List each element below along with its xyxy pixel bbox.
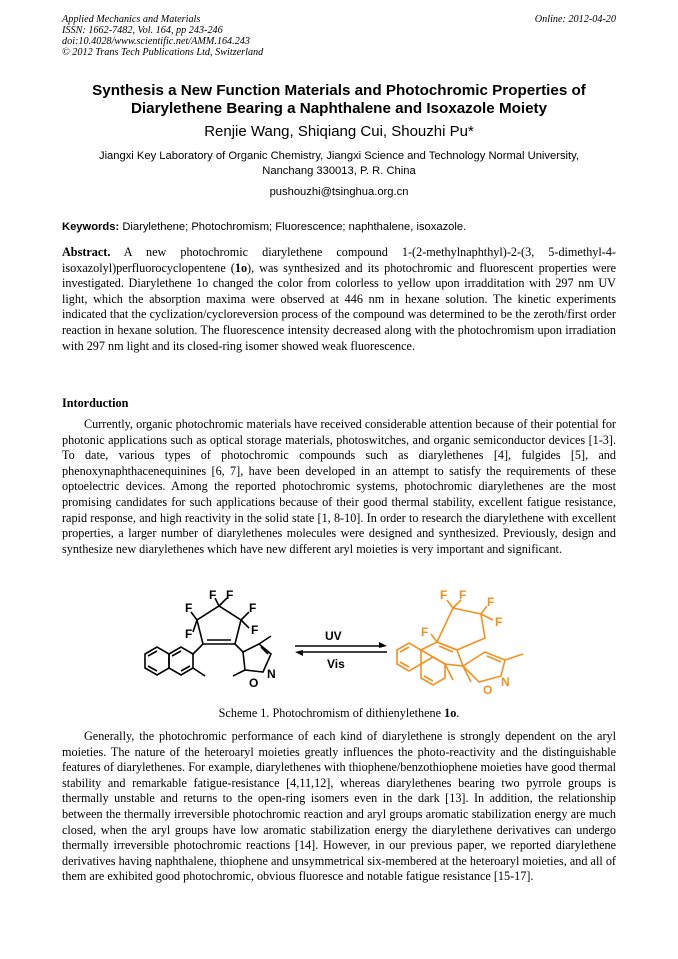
cyclopentene-ring <box>197 606 241 644</box>
keywords-label: Keywords: <box>62 221 120 233</box>
title-line-2: Diarylethene Bearing a Naphthalene and Isoxazole Moiety <box>130 100 548 117</box>
atom-f: F <box>487 595 495 609</box>
atom-f: F <box>185 627 193 641</box>
caption-text: Scheme 1. Photochromism of dithienylethene <box>218 706 445 720</box>
closed-central-ring <box>421 642 463 666</box>
atom-f: F <box>459 590 467 602</box>
affiliation <box>62 149 616 179</box>
abstract-part-1: A new photochromic diarylethene compound 1-(2-methylnaphthyl)-2-(3, 5-dimethyl-4-isoxazolyl)perfluorocyclopentene ( <box>62 245 616 275</box>
atom-f: F <box>209 590 217 602</box>
atom-f: F <box>421 625 429 639</box>
journal-doi: doi:10.4028/www.scientific.net/AMM.164.243 <box>62 36 250 47</box>
reverse-arrowhead <box>295 650 303 656</box>
scheme-caption <box>62 706 616 721</box>
section-heading: Intorduction <box>62 396 129 410</box>
keywords <box>62 220 616 235</box>
atom-f: F <box>440 590 448 602</box>
journal-header <box>62 14 616 58</box>
closed-methyl-1 <box>505 654 523 660</box>
author-email[interactable]: pushouzhi@tsinghua.org.cn <box>269 186 409 198</box>
atom-f: F <box>251 623 259 637</box>
affiliation-line-1: Jiangxi Key Laboratory of Organic Chemistry, Jiangxi Science and Technology Normal University, <box>98 150 580 162</box>
atom-f: F <box>249 601 257 615</box>
naphthyl-methyl <box>193 668 205 676</box>
closed-methyl-3 <box>445 664 453 680</box>
journal-copyright: © 2012 Trans Tech Publications Ltd, Switzerland <box>62 47 264 58</box>
forward-arrowhead <box>379 642 387 648</box>
intro-paragraph-2: Generally, the photochromic performance of each kind of diarylethene is strongly dependent on the aryl moieties. The nature of the heteroaryl moieties greatly influences the photo-reactivity and the distinguishable features of diarylethenes. For example, diarylethenes with thiophene/benzothiophene moieties have good thermal stability and remarkable fatigue-resistance [4,11,12], whereas diarylethenes bearing two pyrrole groups is thermally unstable and returns to the open-ring isomers even in the dark [13]. In addition, the relationship between the thermally irreversible photochromic reaction and aryl groups aromatic stabilization energy are much closed, when the aryl groups have low aromatic stabilization energy the diarylethene derivatives can undergo thermally irreversible photochromic reactions [14]. However, in our previous paper, we reported diarylethene derivatives having naphthalene, thiophene and unsymmetrical six-membered at the heteroaryl moieties, and all of them are exhibited good photochromic, obvious fluoresce and notable fatigue resistance [15-17]. <box>62 729 616 884</box>
paper-title <box>62 82 616 118</box>
closed-ring-isomer <box>397 600 523 685</box>
journal-name: Applied Mechanics and Materials <box>62 14 201 25</box>
closed-cyclopentene-ring <box>437 608 485 650</box>
abstract-compound: 1o <box>234 260 248 275</box>
caption-compound: 1o <box>444 706 457 720</box>
affiliation-line-2: Nanchang 330013, P. R. China <box>262 165 416 177</box>
authors: Renjie Wang, Shiqiang Cui, Shouzhi Pu* <box>204 123 474 140</box>
reaction-arrows <box>295 629 387 671</box>
caption-end: . <box>456 706 460 720</box>
atom-o: O <box>249 676 259 690</box>
atom-n: N <box>267 667 276 681</box>
atom-f: F <box>226 590 234 602</box>
isoxazole-methyl-1 <box>259 636 271 644</box>
atom-f: F <box>185 601 193 615</box>
intro-paragraph-1: Currently, organic photochromic materials have received considerable attention because of their potential for photonic applications such as optical storage materials, photoswitches, and organic semiconductor devices [1-3]. To date, various types of photochromic compounds such as diarylethenes [4], fulgides [5], and phenoxynaphthacenequinines [6, 7], have been developed in an attempt to satisfy the requirements of these optoelectric devices. Among the reported photochromic systems, photochromic diarylethenes are the most promising candidates for such applications because of their good thermal stability, excellent fatigue resistance, rapid response, and high reactivity in the solid state [1, 8-10]. In order to research the diarylethene with excellent properties, a larger number of diarylethenes molecules were designed and synthesized. Previously, design and synthesize new diarylethenes which have new different aryl moieties is very important and significant. <box>62 417 616 556</box>
abstract-part-2: ), was synthesized and its photochromic and fluorescent properties were investigated. Diarylethene 1o changed the color from colorless to yellow upon irradditation with 297 nm UV light, which the absorption maxima were observed at 446 nm in hexane solution. The kinetic experiments indicated that the cyclization/cycloreversion process of the compound was determined to be the zeroth/first order reaction in hexane solution. The fluorescence intensity decreased along with the photochromism upon irradiation with 297 nm light and its closed-ring isomer showed weak fluorescence. <box>62 260 616 353</box>
atom-o: O <box>483 683 493 697</box>
closed-methyl-2 <box>463 666 471 682</box>
isoxazole-methyl-2 <box>233 670 245 676</box>
uv-label: UV <box>325 629 342 643</box>
vis-label: Vis <box>327 657 345 671</box>
abstract-label: Abstract. <box>62 245 111 259</box>
scheme-figure <box>135 590 555 702</box>
atom-n: N <box>501 675 510 689</box>
title-line-1: Synthesis a New Function Materials and Photochromic Properties of <box>92 82 586 99</box>
atom-f: F <box>495 615 503 629</box>
abstract <box>62 245 616 354</box>
online-date: Online: 2012-04-20 <box>534 14 616 25</box>
journal-issn: ISSN: 1662-7482, Vol. 164, pp 243-246 <box>62 25 223 36</box>
keywords-text: Diarylethene; Photochromism; Fluorescence; naphthalene, isoxazole. <box>122 221 467 233</box>
